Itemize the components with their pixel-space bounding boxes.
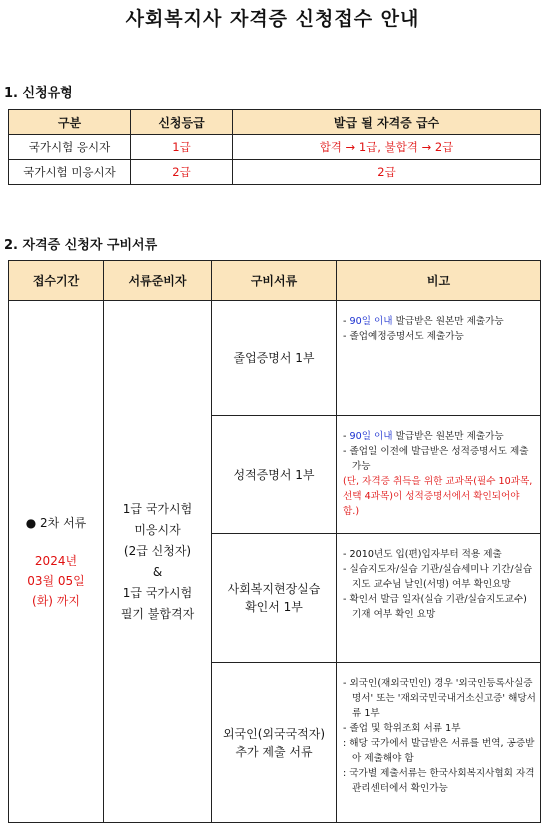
required-documents-table [8,260,541,823]
doc-transcript: 성적증명서 1부 [212,416,337,534]
doc-graduation-certificate: 졸업증명서 1부 [212,301,337,416]
table-header-row [9,261,541,301]
table-header-row [9,110,541,135]
deadline-date: 03월 05일 [27,573,85,588]
doc-remarks: - 2010년도 입(편)입자부터 적용 제출 - 실습지도자/실습 기관/실습세미나 기간/실습지도 교수님 날인(서명) 여부 확인요망 - 확인서 발급 일자(실습 기관/실습지도교수) 기재 여부 확인 요망 [337,534,541,663]
doc-remarks: - 90일 이내 발급받은 원본만 제출가능 - 졸업일 이전에 발급받은 성적증명서도 제출가능 (단, 자격증 취득을 위한 교과목(필수 10과목, 선택 4과목)이 성적증명서에서 확인되어야 함.) [337,416,541,534]
deadline-year: 2024년 [34,553,78,568]
header-grade: 신청등급 [131,110,233,135]
header-remarks: 비고 [337,261,541,301]
table-row [9,160,541,185]
table-row [9,135,541,160]
doc-foreigner-additional: 외국인(외국국적자) 추가 제출 서류 [212,663,337,823]
header-category: 구분 [9,110,131,135]
doc-remarks: - 90일 이내 발급받은 원본만 제출가능 - 졸업예정증명서도 제출가능 [337,301,541,416]
row-type: 국가시험 응시자 [9,135,131,160]
row-grade: 1급 [131,135,233,160]
header-issued-grade: 발급 될 자격증 급수 [233,110,541,135]
section1-heading: 1. 신청유형 [4,86,73,101]
row-grade: 2급 [131,160,233,185]
section2-heading: 2. 자격증 신청자 구비서류 [4,238,158,253]
application-type-table [8,109,541,185]
submission-period [9,301,104,823]
row-issued: 합격 → 1급, 불합격 → 2급 [233,135,541,160]
table-row [9,301,541,416]
page-title: 사회복지사 자격증 신청접수 안내 [125,8,420,30]
header-period: 접수기간 [9,261,104,301]
row-issued: 2급 [233,160,541,185]
row-type: 국가시험 미응시자 [9,160,131,185]
document-preparer: 1급 국가시험 미응시자 (2급 신청자) & 1급 국가시험 필기 불합격자 [104,301,212,823]
deadline-day: (화) 까지 [32,593,80,608]
doc-remarks: - 외국인(재외국민인) 경우 '외국인등록사실증명서' 또는 '재외국민국내거소신고증' 해당서류 1부 - 졸업 및 학위조회 서류 1부 : 해당 국가에서 발급받은 서류를 번역, 공증받아 제출해야 함 : 국가별 제출서류는 한국사회복지사협회 자격관리센터에서 확인가능 [337,663,541,823]
header-documents: 구비서류 [212,261,337,301]
header-preparer: 서류준비자 [104,261,212,301]
bullet-icon: ● [25,515,37,530]
transcript-warning: (단, 자격증 취득을 위한 교과목(필수 10과목, 선택 4과목)이 성적증명서에서 확인되어야 함.) [343,476,533,517]
stage-label: ● 2차 서류 [25,515,87,530]
doc-practicum-confirmation: 사회복지현장실습 확인서 1부 [212,534,337,663]
